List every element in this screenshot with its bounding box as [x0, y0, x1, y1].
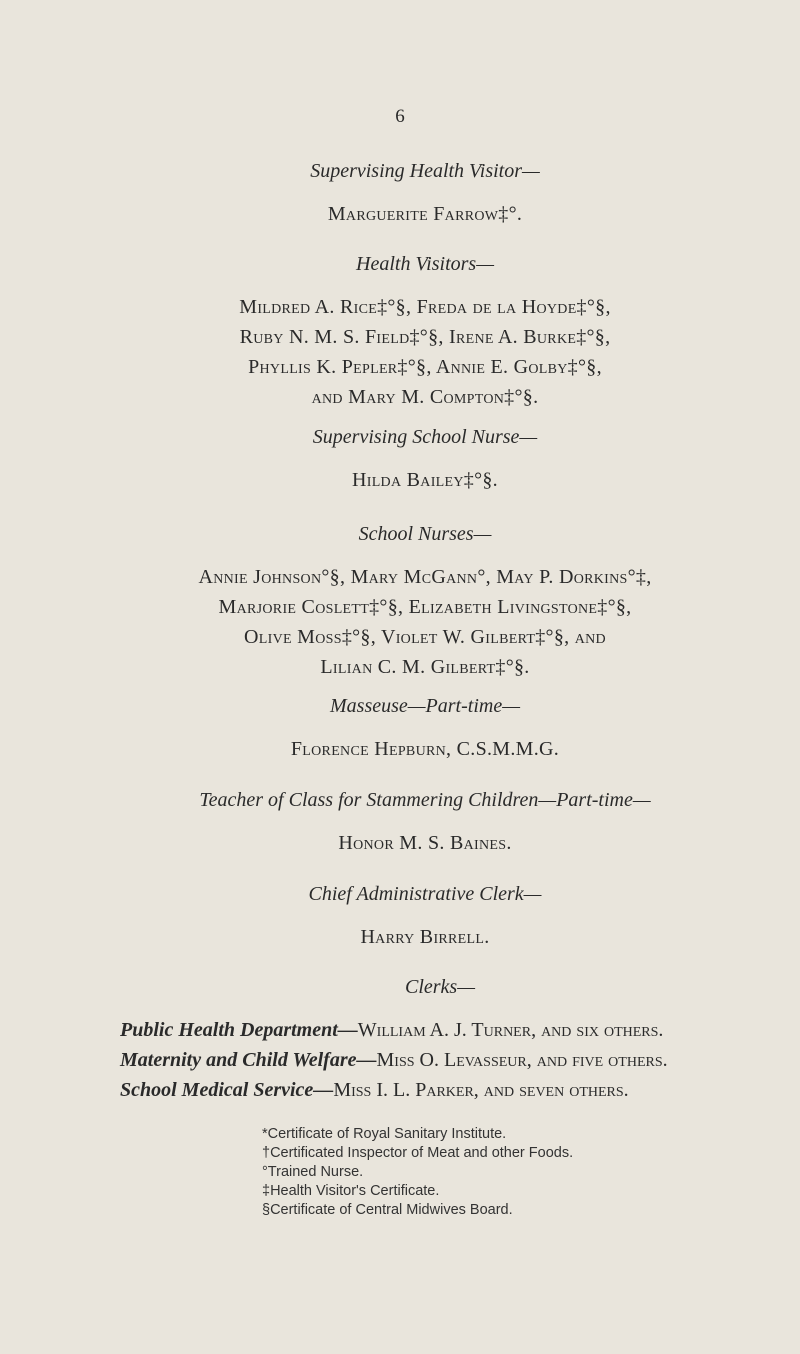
name-line: Lilian C. M. Gilbert‡°§. [320, 656, 530, 678]
clerk-department: Maternity and Child Welfare— [120, 1049, 377, 1071]
name-line: Phyllis K. Pepler‡°§, Annie E. Golby‡°§, [248, 356, 602, 378]
name-line: Mildred A. Rice‡°§, Freda de la Hoyde‡°§, [239, 296, 611, 318]
section-supervising-health-visitor [80, 157, 770, 229]
section-heading: Chief Administrative Clerk— [308, 883, 542, 905]
footnote: †Certificated Inspector of Meat and other Foods. [262, 1145, 574, 1161]
page-number: 6 [395, 106, 405, 127]
name-line: Florence Hepburn, C.S.M.M.G. [290, 738, 560, 760]
footnote: ‡Health Visitor's Certificate. [262, 1183, 440, 1199]
clerk-names: Miss I. L. Parker, and seven others. [333, 1079, 629, 1101]
section-masseuse [80, 692, 770, 764]
clerk-names: William A. J. Turner, and six others. [357, 1019, 664, 1041]
name-line: Honor M. S. Baines. [338, 832, 512, 854]
footnote: °Trained Nurse. [262, 1164, 364, 1180]
section-heading: Clerks— [405, 976, 475, 998]
section-heading: Supervising Health Visitor— [310, 160, 540, 182]
footnote: §Certificate of Central Midwives Board. [262, 1202, 513, 1218]
section-heading: Masseuse—Part-time— [330, 695, 520, 717]
clerk-department: Public Health Department— [120, 1019, 358, 1041]
section-heading: Teacher of Class for Stammering Children—Part-time— [199, 789, 651, 811]
footnote: *Certificate of Royal Sanitary Institute. [262, 1126, 507, 1142]
section-supervising-school-nurse [80, 423, 770, 495]
clerk-row [120, 1075, 780, 1105]
section-health-visitors [80, 250, 770, 412]
clerk-row [120, 1045, 780, 1075]
name-line: Marguerite Farrow‡°. [327, 203, 523, 225]
footnotes [262, 1125, 742, 1220]
section-heading: School Nurses— [358, 523, 492, 545]
section-clerks [120, 973, 780, 1105]
section-school-nurses [80, 520, 770, 682]
section-heading: Supervising School Nurse— [312, 426, 538, 448]
name-line: Hilda Bailey‡°§. [351, 469, 498, 491]
name-line: and Mary M. Compton‡°§. [311, 386, 539, 408]
name-line: Marjorie Coslett‡°§, Elizabeth Livingstone‡°§, [218, 596, 632, 618]
clerk-names: Miss O. Levasseur, and five others. [376, 1049, 668, 1071]
name-line: Olive Moss‡°§, Violet W. Gilbert‡°§, and [244, 626, 606, 648]
section-heading: Health Visitors— [356, 253, 494, 275]
name-line: Annie Johnson°§, Mary McGann°, May P. Dorkins°‡, [198, 566, 652, 588]
section-stammering-teacher [80, 786, 770, 858]
clerk-department: School Medical Service— [120, 1079, 334, 1101]
clerk-row [120, 1015, 780, 1045]
name-line: Harry Birrell. [360, 926, 490, 948]
name-line: Ruby N. M. S. Field‡°§, Irene A. Burke‡°§, [239, 326, 611, 348]
section-chief-clerk [80, 880, 770, 952]
